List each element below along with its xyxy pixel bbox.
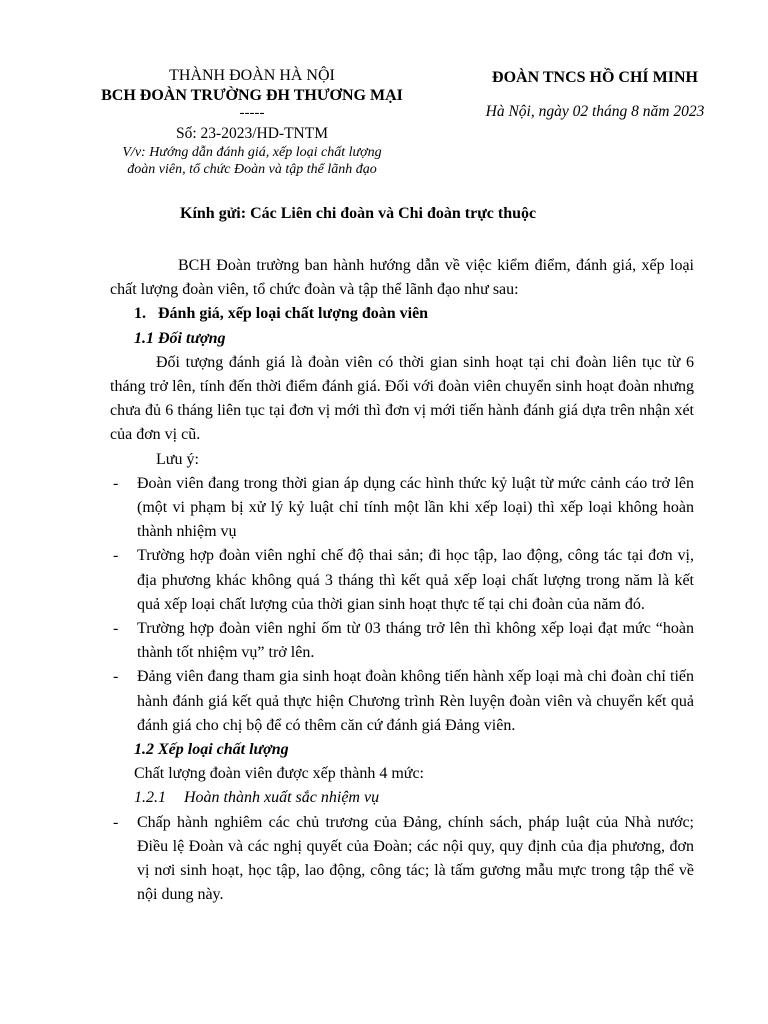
list-item-text: Đảng viên đang tham gia sinh hoạt đoàn không tiến hành xếp loại mà chi đoàn chỉ tiến hành đánh giá kết quả thực hiện Chương trình Rèn luyện đoàn viên và chuyển kết quả đánh giá cho chị bộ để có thêm căn cứ đánh giá Đảng viên. [137,668,694,734]
section-1-2-1-heading [110,786,694,810]
list-item [110,544,694,617]
list-item [110,665,694,738]
section-1-title: Đánh giá, xếp loại chất lượng đoàn viên [158,305,429,323]
note-label: Lưu ý: [156,450,199,468]
bullet-dash: - [113,668,119,686]
section-1-2-1-title: Hoàn thành xuất sắc nhiệm vụ [184,789,380,807]
intro-paragraph: BCH Đoàn trường ban hành hướng dẫn về việc kiểm điểm, đánh giá, xếp loại chất lượng đoàn viên, tổ chức đoàn và tập thể lãnh đạo như sau: [110,257,694,299]
list-item-text: Đoàn viên đang trong thời gian áp dụng các hình thức kỷ luật từ mức cảnh cáo trở lên (một vi phạm bị xử lý kỷ luật chỉ tính một lần khi xếp loại) thì xếp loại không hoàn thành nhiệm vụ [137,474,694,541]
union-name: ĐOÀN TNCS HỒ CHÍ MINH [492,69,698,86]
salutation: Kính gửi: Các Liên chi đoàn và Chi đoàn trực thuộc [180,205,537,222]
bullet-dash: - [113,474,119,492]
header-right [464,66,726,121]
list-item [110,472,694,545]
list-item-text: Trường hợp đoàn viên nghỉ chế độ thai sản; đi học tập, lao động, công tác tại đơn vị, địa phương khác không quá 3 tháng thì kết quả xếp loại chất lượng trong năm là kết quả xếp loại chất lượng của thời gian sinh hoạt thực tế tại chi đoàn của năm đó. [137,547,694,613]
section-1-1-heading: 1.1 Đối tượng [134,329,226,347]
header-separator: ----- [239,105,265,121]
section-1-1-paragraph: Đối tượng đánh giá là đoàn viên có thời gian sinh hoạt tại chi đoàn liên tục từ 6 tháng trở lên, tính đến thời điểm đánh giá. Đối với đoàn viên chuyển sinh hoạt đoàn nhưng chưa đủ 6 tháng liên tục tại đơn vị mới thì đơn vị mới tiến hành đánh giá dựa trên nhận xét của đơn vị cũ. [110,353,694,444]
bullet-dash: - [113,813,119,831]
bullet-dash: - [113,620,119,638]
list-item-text: Trường hợp đoàn viên nghỉ ốm từ 03 tháng trở lên thì không xếp loại đạt mức “hoàn thành tốt nhiệm vụ” trở lên. [137,620,694,662]
list-item-text: Chấp hành nghiêm các chủ trương của Đảng, chính sách, pháp luật của Nhà nước; Điều lệ Đoàn và các nghị quyết của Đoàn; các nội quy, quy định của địa phương, đơn vị nơi sinh hoạt, học tập, lao động, công tác; là tấm gương mẫu mực trong tập thể về nội dung này. [137,813,694,904]
header-left [70,66,434,178]
section-1-number: 1. [134,305,146,323]
subject-line-2: đoàn viên, tổ chức Đoàn và tập thể lãnh đạo [127,162,377,177]
section-1-2-intro: Chất lượng đoàn viên được xếp thành 4 mức: [134,765,424,783]
subject-line-1: V/v: Hướng dẫn đánh giá, xếp loại chất lượng [122,145,382,160]
list-item [110,617,694,665]
parent-organization: THÀNH ĐOÀN HÀ NỘI [169,67,335,84]
document-number: Số: 23-2023/HD-TNTM [176,125,328,142]
bullet-dash: - [113,547,119,565]
list-item [110,811,694,908]
section-1-2-1-number: 1.2.1 [134,789,166,807]
document-body [110,254,694,907]
document-date: Hà Nội, ngày 02 tháng 8 năm 2023 [485,103,705,120]
issuing-organization: BCH ĐOÀN TRƯỜNG ĐH THƯƠNG MẠI [101,87,403,104]
section-1-2-heading: 1.2 Xếp loại chất lượng [134,741,289,759]
section-1-heading [110,302,694,326]
